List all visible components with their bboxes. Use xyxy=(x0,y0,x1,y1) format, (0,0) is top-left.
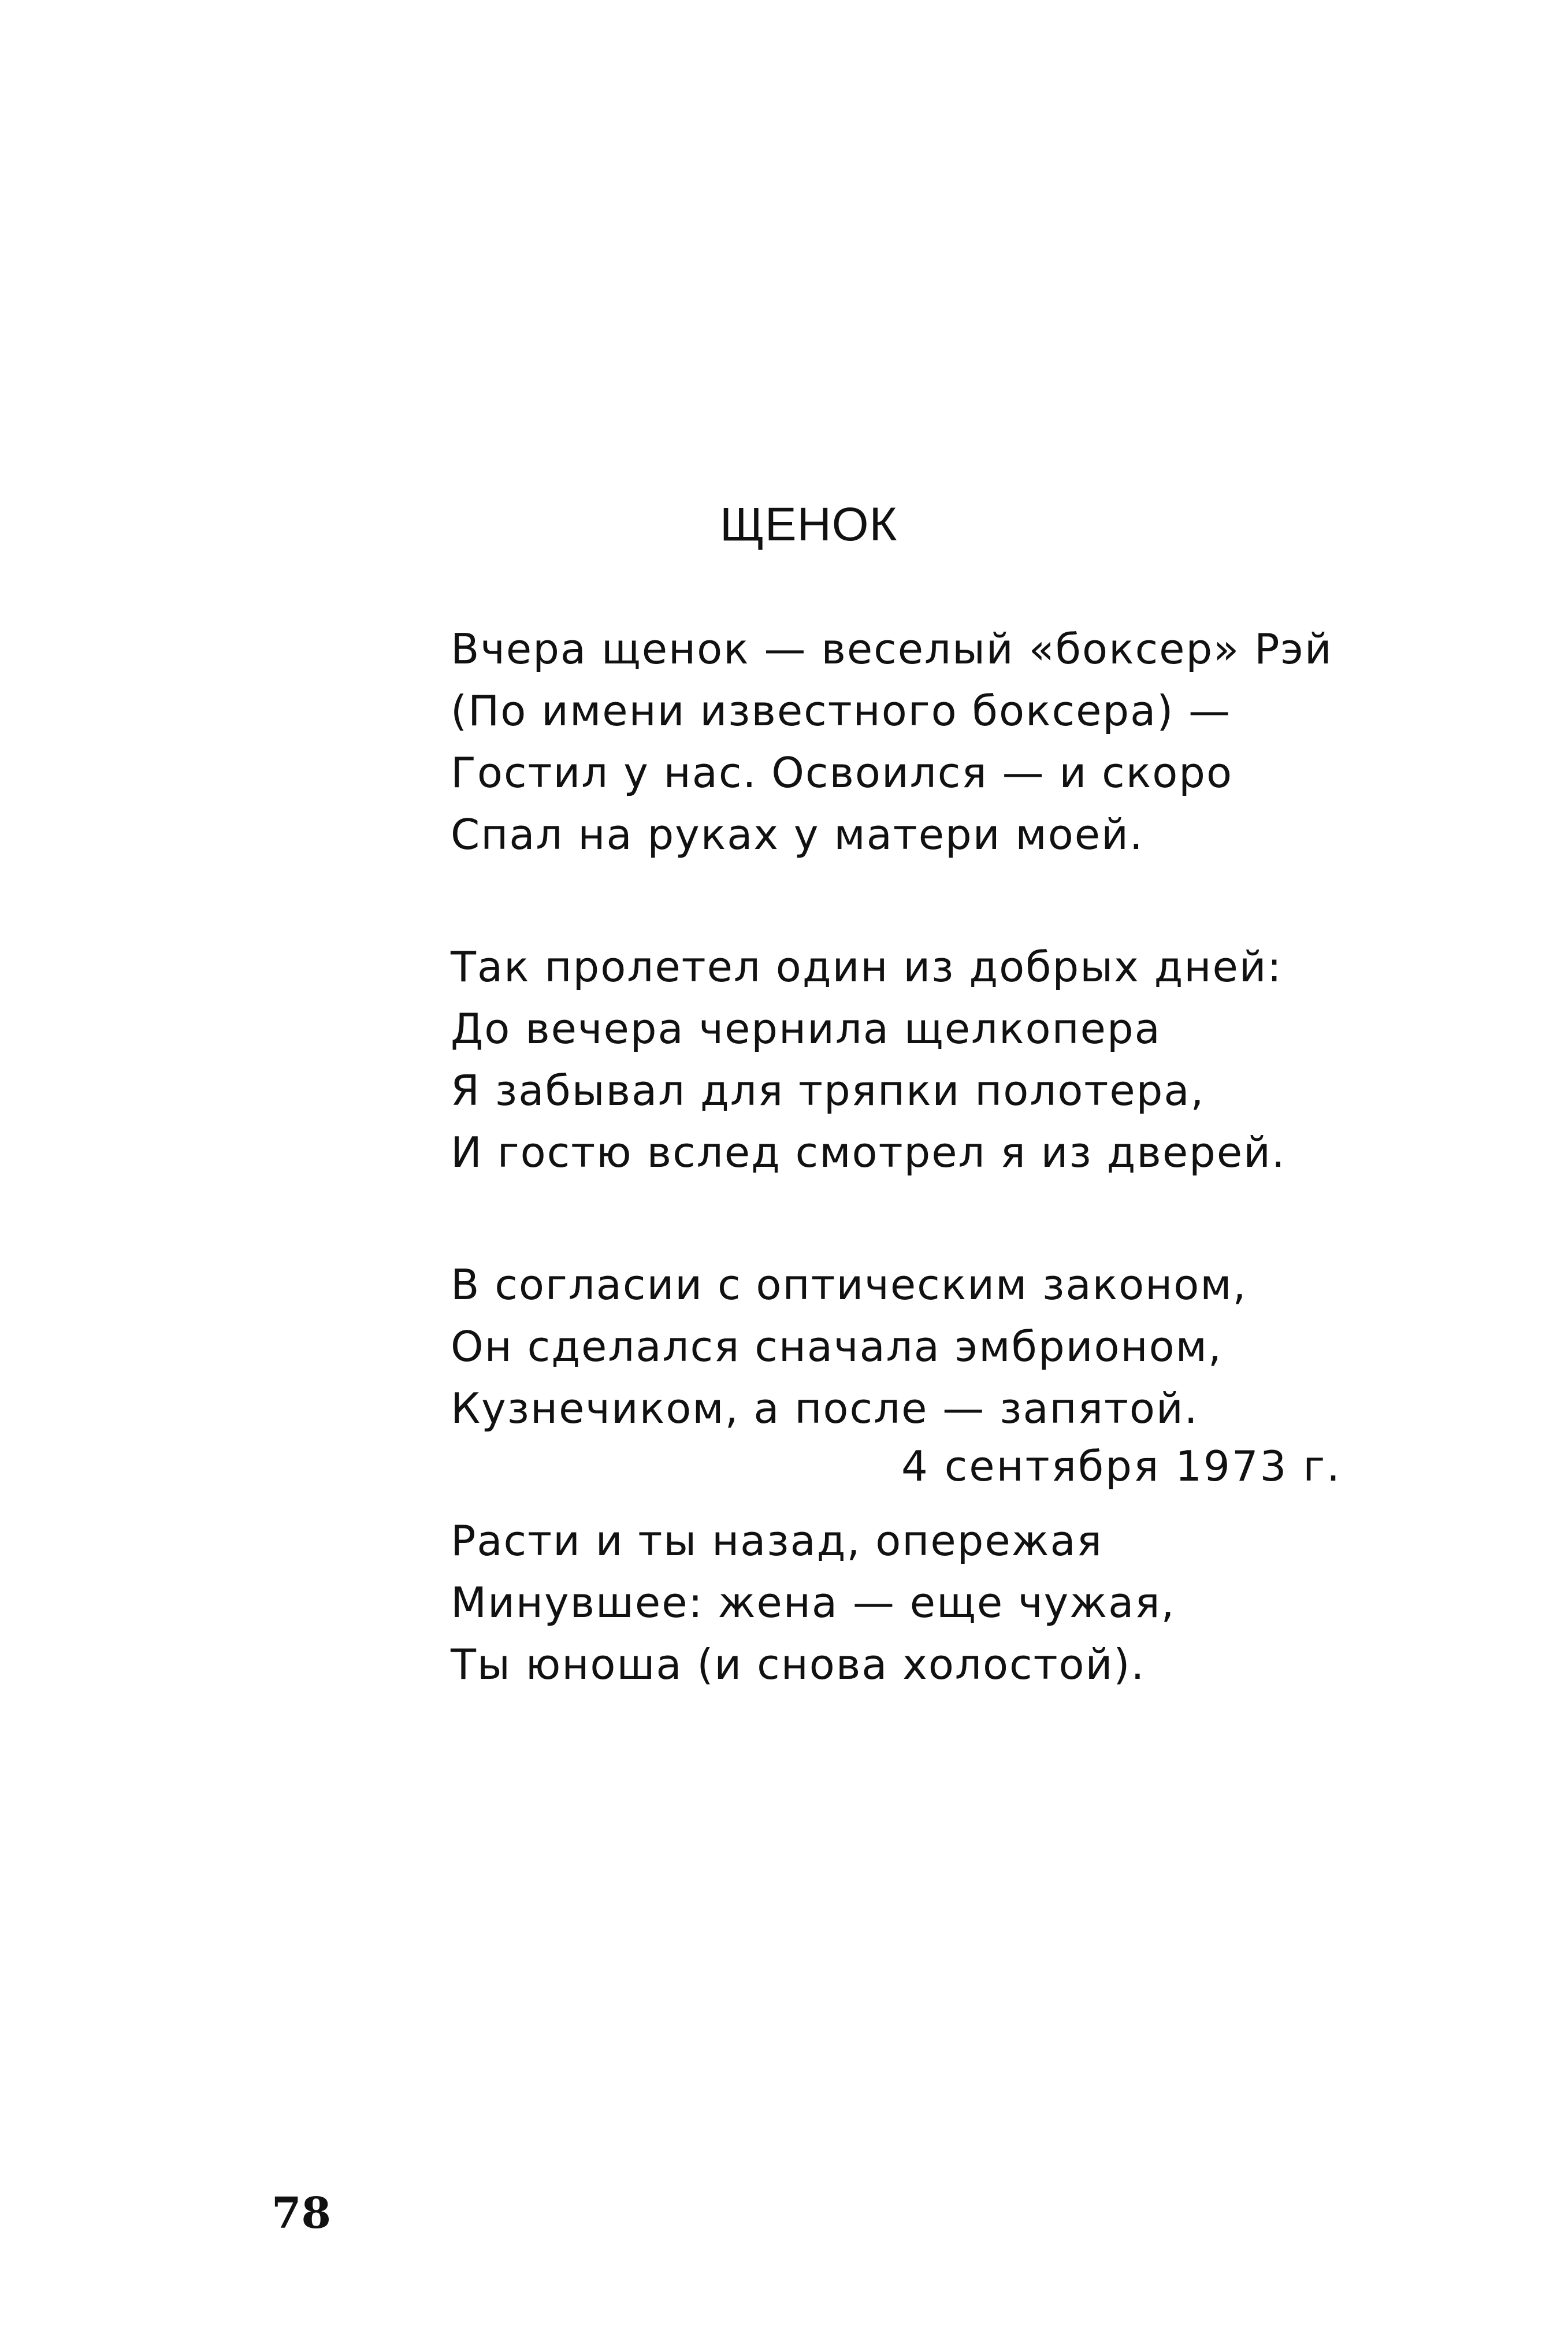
poem-line: В согласии с оптическим законом, xyxy=(451,1260,1247,1309)
stanza-divider xyxy=(451,866,1352,936)
poem-line: Расти и ты назад, опережая xyxy=(451,1516,1103,1565)
poem-date: 4 сентября 1973 г. xyxy=(901,1442,1342,1490)
stanza-2 xyxy=(451,936,1352,1184)
poem-line: Вчера щенок — веселый «боксер» Рэй xyxy=(451,625,1333,673)
poem-body xyxy=(451,618,1352,1696)
stanza-divider xyxy=(451,1184,1352,1254)
poem-title: ЩЕНОК xyxy=(720,498,898,551)
stanza-4 xyxy=(451,1510,1352,1696)
poem-line: Ты юноша (и снова холостой). xyxy=(451,1640,1146,1689)
poem-line: И гостю вслед смотрел я из дверей. xyxy=(451,1128,1286,1177)
poem-line: До вечера чернила щелкопера xyxy=(451,1004,1161,1053)
poem-line: Спал на руках у матери моей. xyxy=(451,810,1144,859)
page-number: 78 xyxy=(272,2189,331,2238)
stanza-1 xyxy=(451,618,1352,866)
poem-line: Он сделался сначала эмбрионом, xyxy=(451,1322,1223,1371)
poem-line: Минувшее: жена — еще чужая, xyxy=(451,1578,1176,1627)
poem-line: Гостил у нас. Освоился — и скоро xyxy=(451,748,1233,797)
poem-line: (По имени известного боксера) — xyxy=(451,687,1232,735)
stanza-3 xyxy=(451,1254,1352,1440)
poem-line: Так пролетел один из добрых дней: xyxy=(451,943,1283,991)
poem-line: Кузнечиком, а после — запятой. xyxy=(451,1384,1199,1433)
poem-line: Я забывал для тряпки полотера, xyxy=(451,1066,1205,1115)
